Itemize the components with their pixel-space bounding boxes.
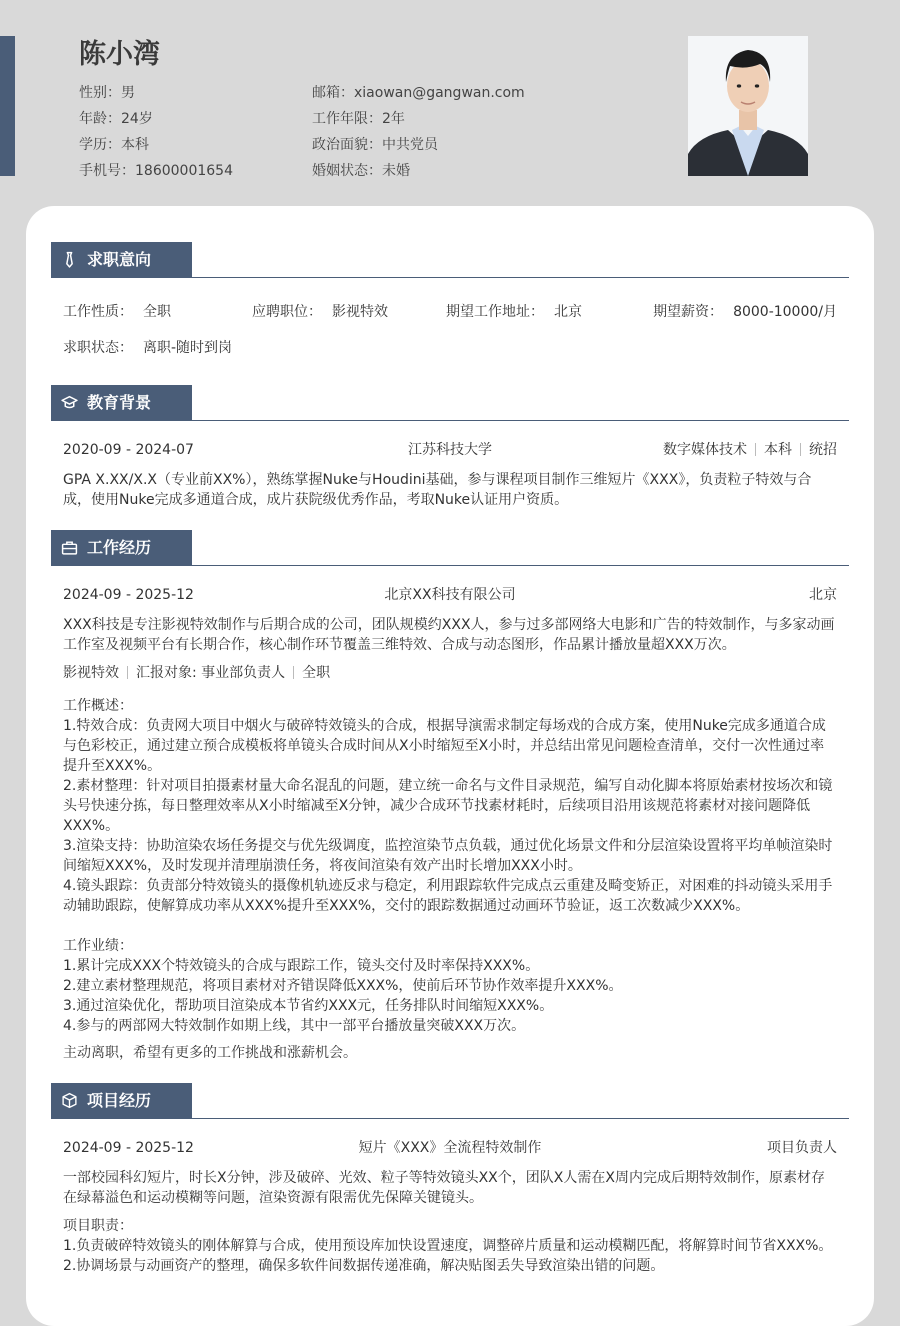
section-work-tab: [51, 530, 192, 565]
work-body: [63, 584, 837, 1063]
work-city: 北京: [809, 587, 837, 603]
profile-photo: [688, 36, 808, 176]
political-status: 政治面貌：中共党员: [312, 137, 438, 153]
project-name: 短片《XXX》全流程特效制作: [358, 1140, 542, 1156]
work-leave-reason: 主动离职，希望有更多的工作挑战和涨薪机会。: [63, 1045, 357, 1061]
work-tags: [63, 663, 837, 683]
intent-location: 期望工作地址： 北京: [446, 304, 582, 320]
header-accent-bar: [0, 36, 15, 176]
section-intent-header: [51, 242, 849, 278]
phone: 手机号：18600001654: [79, 163, 233, 179]
project-duty-item: 2.协调场景与动画资产的整理，确保多软件间数据传递准确，解决贴图丢失导致渲染出错的问题。: [63, 1258, 665, 1274]
section-title: 求职意向: [87, 250, 152, 269]
basic-info-right: [312, 80, 525, 184]
section-education-header: [51, 385, 849, 421]
resume-card: [26, 206, 874, 1326]
intent-salary: 期望薪资： 8000-10000/月: [653, 304, 837, 320]
work-overview-title: 工作概述：: [63, 698, 133, 714]
work-overview-item: 2.素材整理：针对项目拍摄素材量大命名混乱的问题，建立统一命名与文件目录规范，编写自动化脚本将原始素材按场次和镜头号快速分拣，每日整理效率从X小时缩减至X分钟，减少合成环节找素材耗时，后续项目沿用该规范将素材对接问题降低XXX%。: [63, 778, 833, 834]
education-date: 2020-09 - 2024-07: [63, 442, 194, 458]
candidate-name: 陈小湾: [79, 39, 160, 70]
education-description: GPA X.XX/X.X（专业前XX%），熟练掌握Nuke与Houdini基础，参与课程项目制作三维短片《XXX》，负责粒子特效与合成，使用Nuke完成多通道合成，成片获院级优秀作品，考取Nuke认证用户资质。: [63, 472, 812, 508]
work-overview-item: 1.特效合成：负责网大项目中烟火与破碎特效镜头的合成，根据导演需求制定每场戏的合成方案，使用Nuke完成多通道合成与色彩校正，通过建立预合成模板将单镜头合成时间从X小时缩短至X小时，并总结出常见问题检查清单，交付一次性通过率提升至XXX%。: [63, 718, 826, 774]
graduation-cap-icon: [61, 394, 78, 411]
cube-icon: [61, 1092, 78, 1109]
section-intent-tab: [51, 242, 192, 277]
marital-status: 婚姻状态：未婚: [312, 163, 410, 179]
education-body: [63, 439, 837, 510]
education-level: 学历：本科: [79, 137, 149, 153]
intent-position: 应聘职位： 影视特效: [252, 304, 388, 320]
project-row: [63, 1137, 837, 1159]
section-work-header: [51, 530, 849, 566]
work-achievement-item: 1.累计完成XXX个特效镜头的合成与跟踪工作，镜头交付及时率保持XXX%。: [63, 958, 540, 974]
intent-status: 求职状态： 离职-随时到岗: [63, 340, 233, 356]
work-achievement-item: 3.通过渲染优化，帮助项目渲染成本节省约XXX元，任务排队时间缩短XXX%。: [63, 998, 554, 1014]
work-tag: 全职: [302, 665, 331, 681]
education-school: 江苏科技大学: [408, 442, 492, 458]
project-date: 2024-09 - 2025-12: [63, 1140, 194, 1156]
project-intro: 一部校园科幻短片，时长X分钟，涉及破碎、光效、粒子等特效镜头XX个，团队X人需在X周内完成后期特效制作，原素材存在绿幕溢色和运动模糊等问题，渲染资源有限需优先保障关键镜头。: [63, 1170, 825, 1206]
section-title: 工作经历: [87, 538, 152, 557]
work-overview-item: 4.镜头跟踪：负责部分特效镜头的摄像机轨迹反求与稳定，利用跟踪软件完成点云重建及畸变矫正，对困难的抖动镜头采用手动辅助跟踪，使解算成功率从XXX%提升至XXX%，交付的跟踪数据通过动画环节验证，返工次数减少XXX%。: [63, 878, 833, 914]
briefcase-icon: [61, 539, 78, 556]
age: 年龄：24岁: [79, 111, 153, 127]
work-achievement-item: 4.参与的两部网大特效制作如期上线，其中一部平台播放量突破XXX万次。: [63, 1018, 526, 1034]
project-body: [63, 1137, 837, 1276]
gender: 性别：男: [79, 85, 135, 101]
work-company-intro: XXX科技是专注影视特效制作与后期合成的公司，团队规模约XXX人，参与过多部网络大电影和广告的特效制作，与多家动画工作室及视频平台有长期合作，核心制作环节覆盖三维特效、合成与动态图形，作品累计播放量超XXX万次。: [63, 617, 835, 653]
section-project-tab: [51, 1083, 192, 1118]
work-achievements-title: 工作业绩：: [63, 938, 133, 954]
education-details: 数字媒体技术 本科 统招: [663, 442, 837, 458]
work-tag: 影视特效: [63, 665, 119, 681]
work-years: 工作年限：2年: [312, 111, 405, 127]
work-row: [63, 584, 837, 606]
work-tag: 汇报对象: 事业部负责人: [136, 665, 286, 681]
email: 邮箱：xiaowan@gangwan.com: [312, 85, 525, 101]
project-duty-item: 1.负责破碎特效镜头的刚体解算与合成，使用预设库加快设置速度，调整碎片质量和运动模糊匹配，将解算时间节省XXX%。: [63, 1238, 833, 1254]
intent-job-type: 工作性质： 全职: [63, 304, 171, 320]
work-overview-item: 3.渲染支持：协助渲染农场任务提交与优先级调度，监控渲染节点负载，通过优化场景文件和分层渲染设置将平均单帧渲染时间缩短XXX%，及时发现并清理崩溃任务，将夜间渲染有效产出时长增加XXX小时。: [63, 838, 833, 874]
project-duties-title: 项目职责：: [63, 1218, 133, 1234]
project-role: 项目负责人: [767, 1140, 837, 1156]
basic-info-left: [79, 80, 233, 184]
work-company: 北京XX科技有限公司: [384, 587, 516, 603]
section-title: 教育背景: [87, 393, 152, 412]
work-date: 2024-09 - 2025-12: [63, 587, 194, 603]
section-project-header: [51, 1083, 849, 1119]
work-achievement-item: 2.建立素材整理规范，将项目素材对齐错误降低XXX%，使前后环节协作效率提升XXX%。: [63, 978, 623, 994]
tie-icon: [61, 251, 78, 268]
section-education-tab: [51, 385, 192, 420]
intent-body: [63, 302, 837, 362]
education-row: [63, 439, 837, 461]
section-title: 项目经历: [87, 1091, 152, 1110]
